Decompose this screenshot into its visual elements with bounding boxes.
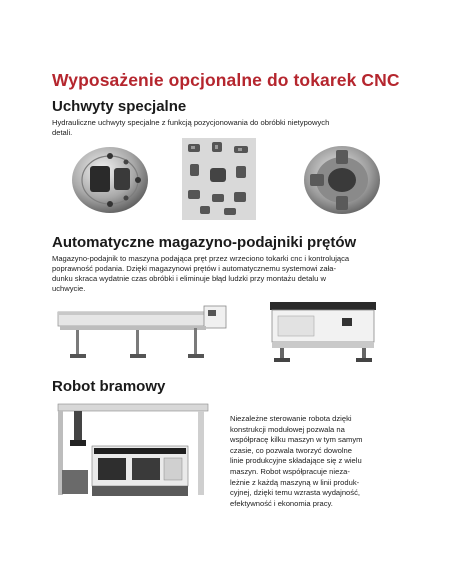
text-line: czasie, co pozwala tworzyć dowolne	[230, 445, 352, 455]
bar-feeder-long-image	[56, 300, 232, 364]
section-heading-gantry-robot: Robot bramowy	[52, 378, 166, 395]
gantry-robot-image	[52, 400, 218, 504]
text-line: dunku skraca wydatnie czas obróbki i eliminuje błąd ludzki przy montażu detalu w	[52, 274, 326, 283]
text-line: uchwycie.	[52, 284, 86, 293]
text-line: Niezależne sterowanie robota dzięki	[230, 414, 352, 423]
chuck-jaws-image	[182, 138, 256, 220]
text-line: detali.	[52, 128, 73, 137]
section-text-chucks	[52, 118, 392, 138]
section-text-bar-feeders	[52, 254, 402, 294]
text-line: Magazyno-podajnik to maszyna podająca pręt przez wrzeciono tokarki cnc i kontrolująca	[52, 254, 350, 263]
page-title: Wyposażenie opcjonalne do tokarek CNC	[52, 70, 400, 90]
hydraulic-chuck-image-1	[66, 140, 150, 216]
text-line: maszyn. Robot współpracuje nieza-	[230, 466, 350, 476]
text-line: Hydrauliczne uchwyty specjalne z funkcją pozycjonowania do obróbki nietypowych	[52, 118, 330, 127]
text-line: cyjnej, dzięki temu wzrasta wydajność,	[230, 488, 360, 498]
section-heading-bar-feeders: Automatyczne magazyno-podajniki prętów	[52, 234, 357, 251]
section-heading-chucks: Uchwyty specjalne	[52, 98, 187, 115]
text-line: współpracę kilku maszyn w tym samym	[230, 435, 363, 445]
text-line: leżnie z każdą maszyną w linii produk-	[230, 477, 360, 487]
text-line: efektywność i ekonomia pracy.	[230, 498, 333, 508]
text-line: linie produkcyjne składające się z wielu	[230, 456, 362, 466]
hydraulic-chuck-image-2	[300, 142, 382, 216]
text-line: konstrukcji modułowej pozwala na	[230, 424, 345, 434]
section-text-gantry-robot	[230, 414, 410, 509]
text-line: poprawność podania. Dzięki magazynowi prętów i automatycznemu systemowi zała-	[52, 264, 337, 273]
bar-feeder-short-image	[262, 298, 386, 364]
